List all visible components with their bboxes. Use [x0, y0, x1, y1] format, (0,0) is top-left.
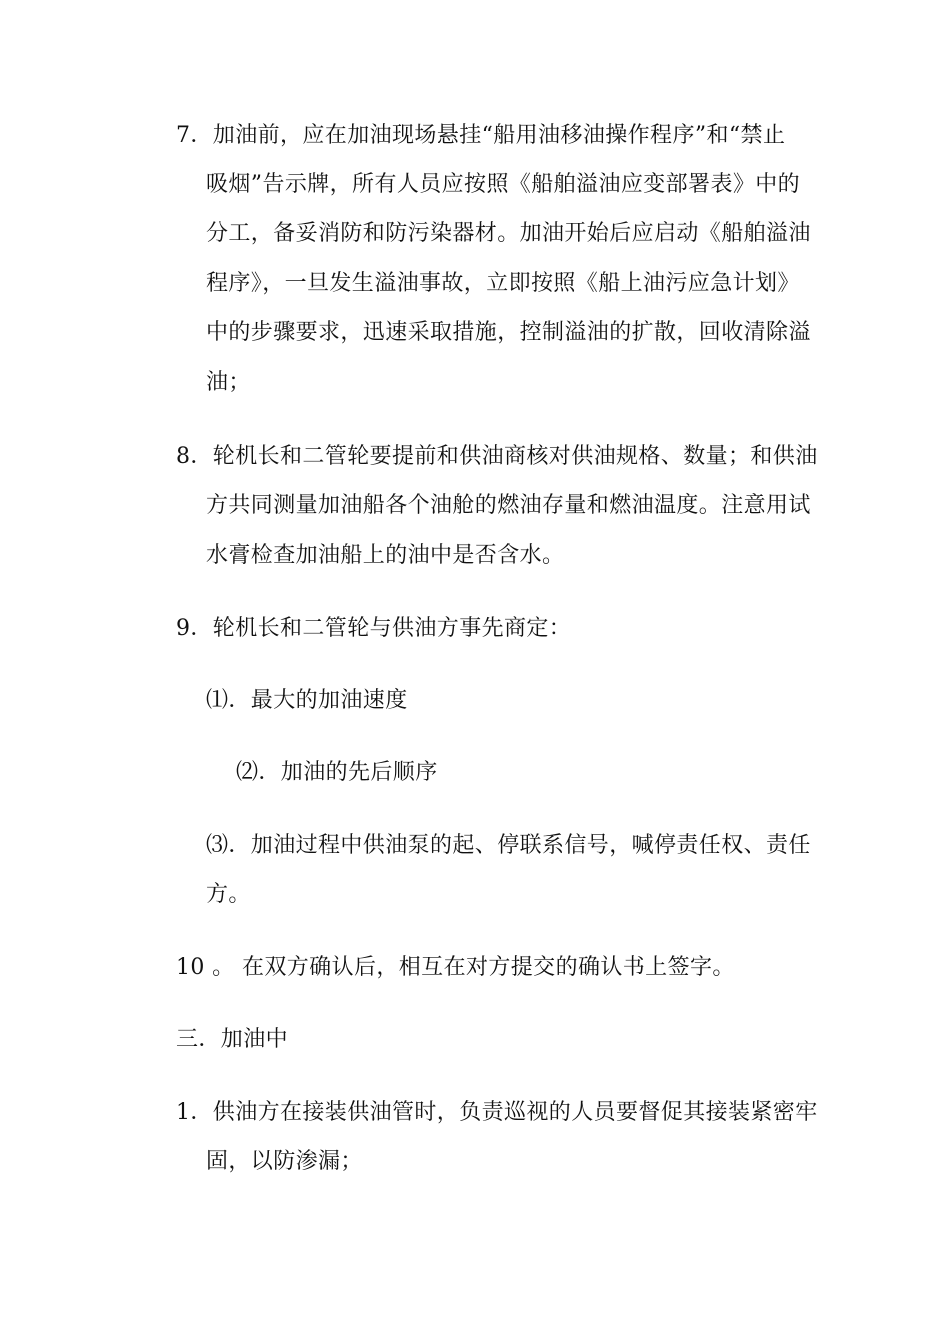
text-line: 分工，备妥消防和防污染器材。加油开始后应启动《船舶溢油: [206, 221, 811, 246]
text-line: 吸烟”告示牌，所有人员应按照《船舶溢油应变部署表》中的: [206, 172, 801, 197]
text-line: 油；: [206, 370, 251, 395]
text-line: 1．供油方在接装供油管时，负责巡视的人员要督促其接装紧密牢: [176, 1100, 818, 1125]
text-line: 7．加油前，应在加油现场悬挂“船用油移油操作程序”和“禁止: [176, 123, 786, 148]
text-line: 10 。 在双方确认后，相互在对方提交的确认书上签字。: [176, 955, 735, 980]
section-title: 三．加油中: [176, 1027, 289, 1052]
text-line: 8．轮机长和二管轮要提前和供油商核对供油规格、数量；和供油: [176, 444, 818, 469]
text-line: ⑶．加油过程中供油泵的起、停联系信号，喊停责任权、责任: [206, 833, 811, 858]
text-line: 固，以防渗漏；: [206, 1149, 363, 1174]
text-line: 方。: [206, 882, 251, 907]
text-line: ⑴．最大的加油速度: [206, 688, 408, 713]
text-line: 水膏检查加油船上的油中是否含水。: [206, 543, 565, 568]
text-line: 9．轮机长和二管轮与供油方事先商定：: [176, 616, 572, 641]
text-line: ⑵．加油的先后顺序: [236, 760, 438, 785]
text-line: 中的步骤要求，迅速采取措施，控制溢油的扩散，回收清除溢: [206, 320, 811, 345]
text-line: 程序》，一旦发生溢油事故，立即按照《船上油污应急计划》: [206, 271, 800, 296]
text-line: 方共同测量加油船各个油舱的燃油存量和燃油温度。注意用试: [206, 493, 811, 518]
